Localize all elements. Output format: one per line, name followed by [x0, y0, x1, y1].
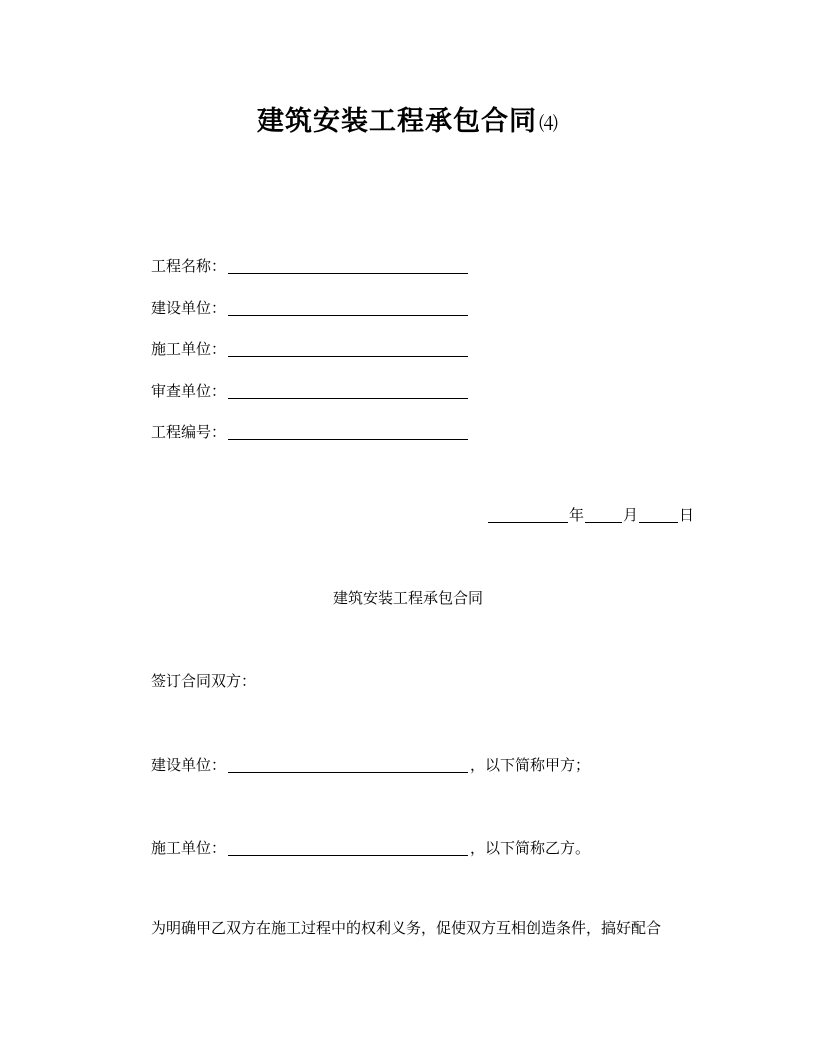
- field-label: 施工单位：: [151, 340, 227, 358]
- year-label: 年: [569, 506, 585, 524]
- document-title: [0, 99, 816, 138]
- date-line: [488, 505, 695, 525]
- year-blank: [488, 507, 568, 523]
- title-suffix: ⑷: [538, 113, 559, 135]
- party-a-label: 建设单位：: [151, 756, 227, 774]
- field-blank: [228, 424, 468, 440]
- party-b-blank: [228, 840, 468, 856]
- day-label: 日: [679, 506, 695, 524]
- parties-heading: 签订合同双方：: [151, 672, 257, 690]
- field-blank: [228, 383, 468, 399]
- field-project-number: [151, 422, 468, 442]
- field-blank: [228, 300, 468, 316]
- field-label: 工程编号：: [151, 423, 227, 441]
- party-a-blank: [228, 757, 468, 773]
- field-label: 工程名称：: [151, 257, 227, 275]
- month-label: 月: [623, 506, 639, 524]
- field-label: 审查单位：: [151, 382, 227, 400]
- party-b-suffix: ，以下简称乙方。: [470, 839, 591, 857]
- title-text: 建筑安装工程承包合同: [256, 106, 537, 137]
- day-blank: [639, 507, 678, 523]
- field-owner-unit: [151, 298, 468, 318]
- month-blank: [585, 507, 622, 523]
- party-b-label: 施工单位：: [151, 839, 227, 857]
- field-project-name: [151, 256, 468, 276]
- field-blank: [228, 258, 468, 274]
- party-a-suffix: ，以下简称甲方；: [470, 756, 591, 774]
- field-review-unit: [151, 381, 468, 401]
- field-contractor-unit: [151, 339, 468, 359]
- contract-subtitle: 建筑安装工程承包合同: [332, 589, 483, 607]
- body-paragraph: 为明确甲乙双方在施工过程中的权利义务，促使双方互相创造条件，搞好配合: [151, 919, 662, 937]
- party-b-line: [151, 838, 590, 858]
- field-blank: [228, 341, 468, 357]
- party-a-line: [151, 755, 590, 775]
- field-label: 建设单位：: [151, 299, 227, 317]
